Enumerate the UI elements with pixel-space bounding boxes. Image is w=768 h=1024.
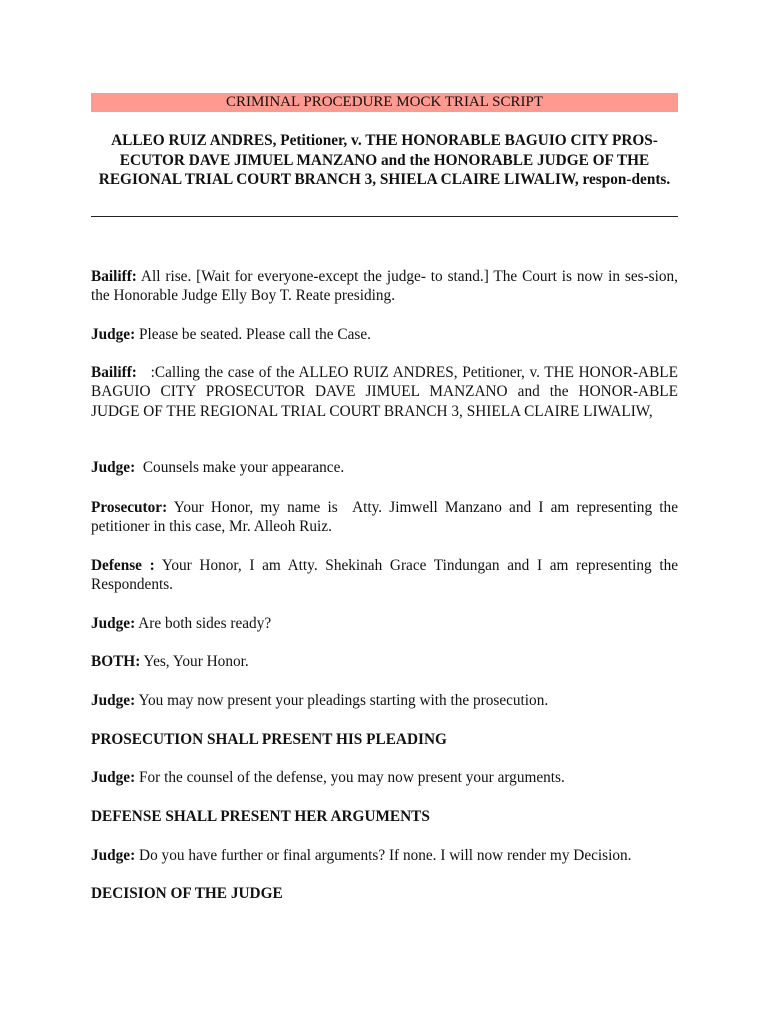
divider-line (91, 216, 678, 217)
dialogue-text: For the counsel of the defense, you may now present your arguments. (135, 769, 565, 786)
dialogue-entry (91, 652, 678, 671)
dialogue-entry (91, 614, 678, 633)
dialogue-text: Do you have further or final arguments? If none. I will now render my Decision. (135, 847, 632, 864)
case-title: ALLEO RUIZ ANDRES, Petitioner, v. THE HONORABLE BAGUIO CITY PROS-ECUTOR DAVE JIMUEL MANZANO and the HONORABLE JUDGE OF THE REGIONAL TRIAL COURT BRANCH 3, SHIELA CLAIRE LIWALIW, respon-dents. (98, 132, 671, 188)
dialogue-text: Are both sides ready? (135, 615, 272, 632)
section-heading: PROSECUTION SHALL PRESENT HIS PLEADING (91, 731, 447, 748)
document-page (91, 93, 679, 902)
dialogue-entry (91, 556, 678, 595)
dialogue-text: Your Honor, I am Atty. Shekinah Grace Tindungan and I am representing the Respondents. (91, 557, 679, 594)
speaker-label: Judge: (91, 769, 136, 786)
dialogue-entry (91, 458, 678, 477)
section-heading: DEFENSE SHALL PRESENT HER ARGUMENTS (91, 808, 430, 825)
dialogue-text: :Calling the case of the ALLEO RUIZ ANDRES, Petitioner, v. THE HONOR-ABLE BAGUIO CITY PROSECUTOR DAVE JIMUEL MANZANO and the HONOR-ABLE JUDGE OF THE REGIONAL TRIAL COURT BRANCH 3, SHIELA CLAIRE LIWALIW, (91, 364, 678, 420)
dialogue-entry (91, 691, 678, 710)
dialogue-entry (91, 846, 678, 865)
dialogue-text: Please be seated. Please call the Case. (135, 326, 371, 343)
dialogue-entry (91, 267, 678, 306)
section-heading: DECISION OF THE JUDGE (91, 885, 283, 902)
speaker-label: Judge: (91, 326, 136, 343)
dialogue-entry (91, 498, 678, 537)
speaker-label: Judge: (91, 459, 136, 476)
dialogue-text: All rise. [Wait for everyone-except the judge- to stand.] The Court is now in ses-sion, the Honorable Judge Elly Boy T. Reate presiding. (91, 268, 678, 305)
speaker-label: BOTH: (91, 653, 141, 670)
dialogue-text: Counsels make your appearance. (135, 459, 345, 476)
speaker-label: Judge: (91, 847, 136, 864)
dialogue-entry (91, 363, 678, 421)
speaker-label: Defense : (91, 557, 155, 574)
speaker-label: Prosecutor: (91, 499, 168, 516)
dialogue-entry (91, 768, 678, 787)
document-banner: CRIMINAL PROCEDURE MOCK TRIAL SCRIPT (91, 93, 678, 112)
speaker-label: Judge: (91, 615, 136, 632)
dialogue-text: You may now present your pleadings starting with the prosecution. (135, 692, 549, 709)
dialogue-text: Yes, Your Honor. (140, 653, 249, 670)
dialogue-text: Your Honor, my name is Atty. Jimwell Manzano and I am representing the petitioner in this case, Mr. Alleoh Ruiz. (91, 499, 678, 536)
speaker-label: Judge: (91, 692, 136, 709)
speaker-label: Bailiff: (91, 364, 137, 381)
dialogue-entry (91, 325, 678, 344)
speaker-label: Bailiff: (91, 268, 137, 285)
